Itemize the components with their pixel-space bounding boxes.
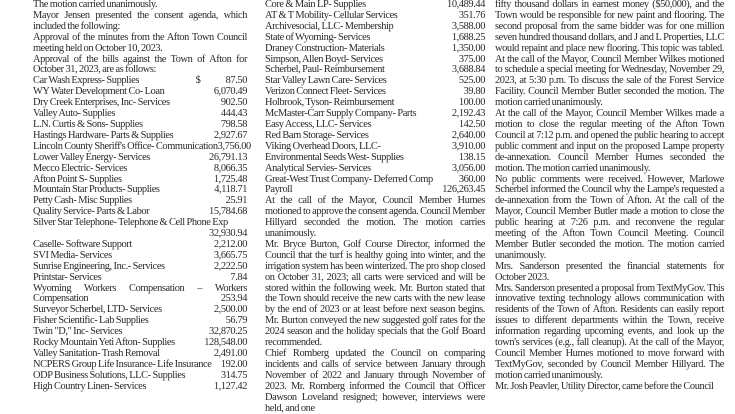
bill-amount-value: 87.50 (225, 75, 247, 87)
bill-name: Twin "D," Inc- Services (33, 326, 123, 338)
bills-list (265, 0, 485, 196)
bills-list (33, 240, 247, 284)
bill-name: Great-West Trust Company- Deferred Comp (265, 173, 433, 185)
paragraph: Approval of the bills against the Town of Afton for October 31, 2023, are as follows: (33, 53, 247, 76)
bill-amount: 375.00 (458, 53, 485, 65)
bill-name: L.N. Curtis & Sons- Supplies (33, 118, 143, 130)
bill-row (265, 33, 485, 44)
bill-name: Analytical Servies- Services (265, 162, 371, 174)
bill-amount: 2,500.00 (213, 304, 247, 316)
bill-amount: 1,127.42 (213, 380, 247, 392)
paragraph: Chief Romberg updated the Council on comparing incidents and calls of service between January through November of 2022 and January through November of 2023. Mr. Romberg informed the Council that Officer Dawson Loveland resigned; however, interviews were held, and one (265, 348, 485, 414)
bill-amount: 26,791.13 (209, 151, 247, 163)
bill-name: Caselle- Software Support (33, 238, 132, 250)
paragraph: Mr. Bryce Burton, Golf Course Director, informed the Council that the turf is healthy going into winter, and the irrigation system has been winterized. The pro shop closed on October 31, 2023; all carts were serviced and will be stored within the following week. Mr. Burton stated that the Town should receive the new carts with the new lease by the end of 2023 or at least before next season begins. Mr. Burton conveyed the new suggested golf rates for the 2024 season and the holiday specials that the Golf Board recommended. (265, 238, 485, 349)
bill-name: Hastings Hardware- Parts & Supplies (33, 129, 174, 141)
bill-amount: 4,118.71 (214, 184, 247, 196)
paragraph: fifty thousand dollars in earnest money ($50,000), and the Town would be responsible for new paint and flooring. The second proposal from the same bidder was for one million seven hundred thousand dollars, and J and L Properties, LLC would repaint and place new flooring. This topic was tabled. At the call of the Mayor, Council Member Wilkes motioned to schedule a special meeting for Wednesday, November 29, 2023, at 5:30 p.m. To discuss the sale of the Forest Service Facility. Council Member Butler seconded the motion. The motion carried unanimously. (495, 0, 724, 109)
paragraph: At the call of the Mayor, Council Member Humes motioned to approve the consent agenda. Council Member Hillyard seconded the motion. The motion carries unanimously. (265, 195, 485, 240)
currency-symbol: $ (195, 75, 201, 87)
bill-amount: 2,212.00 (213, 238, 247, 250)
bill-name: ODP Business Solutions, LLC- Supplies (33, 369, 186, 381)
bill-amount: 3,756.00 (217, 140, 251, 152)
bill-name: Holbrook, Tyson- Reimbursement (265, 97, 395, 109)
bill-amount: 1,688.25 (451, 31, 485, 43)
bill-amount: 2,192.43 (451, 108, 485, 120)
bill-name: Afton Point S- Supplies (33, 173, 122, 185)
bill-amount: 1,350.00 (451, 42, 485, 54)
bill-name: Environmental Seeds West- Supplies (265, 151, 404, 163)
bill-name: Printstar- Services (33, 271, 102, 283)
bill-name: Lincoln County Sheriff's Office- Communication (33, 140, 218, 152)
bill-row (265, 164, 485, 175)
bill-amount: 360.00 (458, 173, 485, 185)
bill-name: Easy Access, LLC- Services (265, 118, 372, 130)
bill-name: Payroll (265, 184, 293, 196)
bill-row (33, 164, 247, 175)
bill-amount: 138.15 (458, 151, 485, 163)
bill-name: Viking Overhead Doors, LLC- (265, 140, 381, 152)
bill-amount: 253.94 (220, 293, 247, 305)
paragraph: The motion carried unanimously. (33, 0, 158, 10)
bill-name: Surveyor Scherbel, LTD- Services (33, 304, 162, 316)
bill-amount: 192.00 (220, 358, 247, 370)
bill-amount: 351.76 (458, 9, 485, 21)
bill-name: Wyoming Workers Compensation – Workers (33, 282, 247, 294)
bill-amount: 2,222.50 (213, 260, 247, 272)
bill-name: Draney Construction- Materials (265, 42, 385, 54)
bill-amount: 3,688.84 (451, 64, 485, 76)
bill-name: Rocky Mountain Yeti Afton- Supplies (33, 337, 175, 349)
bill-name: Compensation (33, 293, 89, 305)
bill-amount: 25.91 (225, 195, 247, 207)
bill-name: Mountain Star Products- Supplies (33, 184, 160, 196)
bill-name: Valley Sanitation- Trash Removal (33, 348, 160, 359)
bill-amount: 8,066.35 (213, 162, 247, 174)
bill-row (33, 382, 247, 393)
bill-name: Dry Creek Enterprises, Inc- Services (33, 97, 170, 109)
bill-name: NCPERS Group Life Insurance- Life Insurance (33, 358, 212, 370)
bill-name: Red Barn Storage- Services (265, 129, 369, 141)
paragraph: No public comments were received. However, Marlowe Scherbel informed the Council why the Lampe's requested a de-annexation from the Town of Afton. At the call of the Mayor, Council Member Butler made a motion to close the public hearing at 7:26 p.m. and reconvene the regular meeting of the Afton Town Council Meeting. Council Member Butler seconded the motion. The motion carried unanimously. (495, 173, 724, 261)
bill-amount: 2,491.00 (213, 348, 247, 359)
bill-name: High Country Linen- Services (33, 380, 147, 392)
paragraph: Approval of the minutes from the Afton Town Council meeting held on October 10, 2023. (33, 31, 247, 54)
paragraph: Mr. Josh Peavler, Utility Director, came before the Council (495, 380, 714, 392)
bill-name: Sunrise Engineering, Inc.- Services (33, 260, 165, 272)
bill-name: Silver Star Telephone- Telephone & Cell Phone Exp (33, 217, 228, 229)
bill-amount: 1,725.48 (213, 173, 247, 185)
bill-row (265, 153, 485, 164)
column-2 (265, 0, 485, 414)
bill-amount: 525.00 (458, 75, 485, 87)
paragraph: Mrs. Sanderson presented a proposal from TextMyGov. This innovative texting technology allows communication with residents of the Town of Afton. Residents can easily report issues to different departments within the Town, receive information regarding upcoming events, and look up the town's services (e.g., fall cleanup). At the call of the Mayor, Council Member Humes motioned to move forward with TextMyGov, seconded by Council Member Hillyard. The motion carried unanimously. (495, 282, 724, 381)
bills-list (33, 305, 247, 392)
paragraph: Mayor Jensen presented the consent agenda, which included the following: (33, 9, 247, 32)
bill-amount: 3,910.00 (451, 140, 485, 152)
bill-name: McMaster-Carr Supply Company- Parts (265, 108, 417, 120)
bill-name: Quality Service- Parts & Labor (33, 206, 150, 218)
bill-amount: 798.58 (220, 118, 247, 130)
bill-name: Simpson, Allen Boyd- Services (265, 53, 383, 65)
bill-amount: 3,665.75 (213, 249, 247, 261)
column-1 (33, 0, 251, 393)
paragraph: Mrs. Sanderson presented the financial statements for October 2023. (495, 260, 724, 283)
bill-name: Verizon Connect Fleet- Services (265, 86, 386, 98)
bill-amount: 128,548.00 (204, 337, 247, 349)
bill-amount: 3,056.00 (451, 162, 485, 174)
bill-amount: 56.79 (225, 315, 247, 327)
bill-name: Fisher Scientific- Lab Supplies (33, 315, 149, 327)
bill-amount: 902.50 (220, 97, 247, 109)
bill-amount: 32,870.25 (209, 326, 247, 338)
bill-name: Mecco Electric- Services (33, 162, 128, 174)
bill-amount: 10,489.44 (447, 0, 485, 10)
bills-list (33, 75, 251, 218)
bill-row (265, 44, 485, 55)
paragraph: At the call of the Mayor, Council Member Wilkes made a motion to close the regular meeting of the Afton Town Council at 7:12 p.m. and opened the public hearing to accept public comment and input on the proposed Lampe property de-annexation. Council Member Humes seconded the motion. The motion carried unanimously. (495, 108, 724, 174)
bill-name: Valley Auto- Supplies (33, 108, 116, 120)
bill-amount: 126,263.45 (442, 184, 485, 196)
bill-amount: 142.50 (458, 118, 485, 130)
bill-amount: 2,927.67 (213, 129, 247, 141)
bill-amount: 100.00 (458, 97, 485, 109)
bill-amount: 6,070.49 (213, 86, 247, 98)
bill-name: Star Valley Lawn Care- Services (265, 75, 387, 87)
bill-amount: 314.75 (220, 369, 247, 381)
bill-amount: 32,930.94 (209, 228, 247, 240)
bill-row (33, 153, 247, 164)
bill-name: Scherbel, Paul- Reimbursement (265, 64, 385, 76)
bill-name: Core & Main LP- Supplies (265, 0, 366, 10)
bill-amount: 3,588.00 (451, 20, 485, 32)
bill-name: Archivesocial, LLC- Membership (265, 20, 394, 32)
bill-amount: 2,640.00 (451, 129, 485, 141)
bill-name: AT & T Mobility- Cellular Services (265, 9, 398, 21)
bill-row (33, 273, 247, 284)
bill-amount: 39.80 (463, 86, 485, 98)
bill-amount: 444.43 (220, 108, 247, 120)
bill-name: Lower Valley Energy- Services (33, 151, 150, 163)
bill-name: Car Wash Express- Supplies (33, 75, 139, 87)
column-3 (495, 0, 724, 393)
bill-name: State of Wyoming- Services (265, 31, 371, 43)
bill-name: WY Water Development Co- Loan (33, 86, 165, 98)
bill-amount: 15,784.68 (209, 206, 247, 218)
bill-name: Petty Cash- Misc Supplies (33, 195, 132, 207)
bill-name: SVI Media- Services (33, 249, 112, 261)
bill-amount: 7.84 (230, 271, 247, 283)
